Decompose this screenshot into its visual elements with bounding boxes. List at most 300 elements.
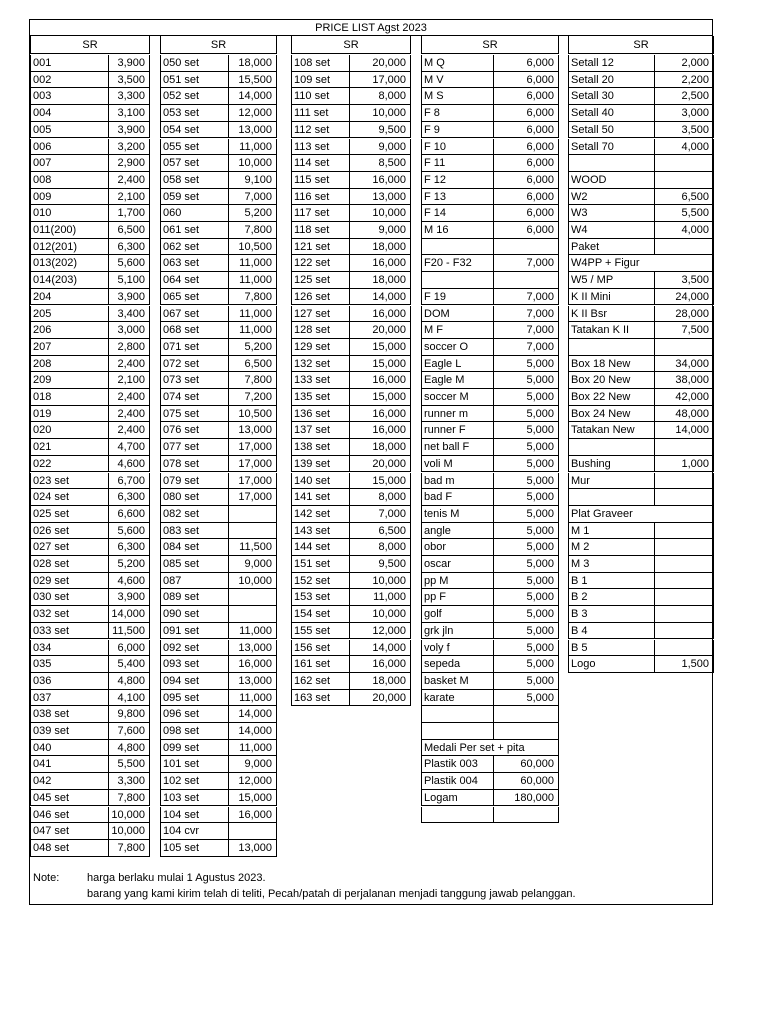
item-price: 10,000 [238,157,272,170]
item-name [422,272,494,288]
item-price: 6,000 [526,57,554,69]
item-name: 013(202) [31,255,109,271]
table-row [568,122,714,139]
table-row [568,172,714,189]
table-row [421,656,559,673]
item-name: 028 set [31,556,109,572]
item-price: 2,400 [117,357,145,370]
item-name: M 16 [422,222,494,238]
item-name: Paket [569,239,655,255]
table-row [30,122,150,139]
item-price: 10,000 [372,107,406,120]
table-row [421,322,559,339]
item-name: F 8 [422,105,494,121]
table-row [568,289,714,306]
table-row [160,422,277,439]
item-price: 8,500 [378,157,406,170]
item-price: 10,000 [111,808,145,821]
table-row [568,473,714,490]
item-name: 063 set [161,255,229,271]
table-row [160,740,277,757]
table-row [291,406,411,423]
item-price: 16,000 [238,658,272,671]
item-name: 133 set [292,372,350,388]
item-price: 16,000 [238,808,272,821]
item-price: 7,600 [117,725,145,737]
item-price: 5,000 [526,424,554,437]
table-row [291,222,411,239]
table-row [568,489,714,506]
item-name: golf [422,606,494,622]
table-row [291,556,411,573]
table-row [568,589,714,606]
item-price [653,489,713,505]
item-name: Box 22 New [569,389,655,405]
table-row [160,656,277,673]
table-row [291,189,411,206]
item-price [653,573,713,589]
table-row [421,122,559,139]
item-price: 20,000 [372,57,406,69]
item-name: 104 cvr [161,823,229,839]
item-price: 7,800 [244,224,272,236]
item-price: 5,000 [526,591,554,604]
item-price: 6,300 [117,541,145,554]
item-name: 128 set [292,322,350,338]
table-row [30,656,150,673]
table-row [568,339,714,356]
table-row [160,155,277,172]
item-name [569,439,655,455]
table-row [421,740,559,757]
table-row [291,339,411,356]
item-name: F 11 [422,155,494,171]
item-price: 5,000 [526,624,554,637]
table-row [160,790,277,807]
table-row [291,456,411,473]
item-price: 6,500 [378,524,406,537]
item-name: 082 set [161,506,229,522]
item-name: 129 set [292,339,350,355]
item-name: B 4 [569,623,655,639]
item-price: 4,700 [117,441,145,454]
table-row [30,289,150,306]
item-name: 077 set [161,439,229,455]
column-header: SR [30,36,150,54]
item-name: pp M [422,573,494,589]
item-price: 7,800 [117,841,145,854]
item-price: 13,000 [238,424,272,437]
item-name: 014(203) [31,272,109,288]
item-name: 091 set [161,623,229,639]
item-name: 042 [31,773,109,789]
table-row [421,606,559,623]
table-row [160,439,277,456]
item-price: 4,100 [117,691,145,704]
item-name: Tatakan K II [569,322,655,338]
item-name: WOOD [569,172,655,188]
item-price [653,155,713,171]
item-price: 6,000 [117,641,145,654]
item-name: 033 set [31,623,109,639]
item-name: Setall 40 [569,105,655,121]
item-price: 5,000 [526,391,554,403]
item-price: 5,000 [526,491,554,504]
table-row [30,640,150,657]
table-row [160,356,277,373]
table-row [421,523,559,540]
table-row [421,573,559,590]
table-row [291,205,411,222]
item-price: 15,000 [372,357,406,370]
table-row [30,790,150,807]
item-price: 5,000 [526,441,554,454]
table-row [30,840,150,857]
item-price [653,339,713,355]
item-name: soccer O [422,339,494,355]
item-price: 6,000 [526,90,554,103]
item-price: 5,000 [526,608,554,621]
item-name: Plastik 004 [422,773,494,789]
table-row [30,389,150,406]
item-price: 10,000 [372,574,406,587]
item-name: 098 set [161,723,229,739]
table-row [421,473,559,490]
item-price: 17,000 [238,441,272,454]
table-row [30,239,150,256]
table-row [160,105,277,122]
item-price: 2,000 [681,57,709,69]
item-price: 9,500 [378,123,406,136]
item-name: 059 set [161,189,229,205]
table-row [568,322,714,339]
column-header: SR [568,36,714,54]
note-line-2: barang yang kami kirim telah di teliti, Pecah/patah di perjalanan menjadi tanggung jawab pelanggan. [87,888,576,900]
item-name: 034 [31,640,109,656]
item-name: angle [422,523,494,539]
item-name: 099 set [161,740,229,756]
item-name: 006 [31,139,109,155]
item-price: 1,000 [681,457,709,470]
item-price: 16,000 [372,658,406,671]
table-row [421,422,559,439]
table-row [291,155,411,172]
item-name: 061 set [161,222,229,238]
item-name: 068 set [161,322,229,338]
table-row [291,640,411,657]
item-name: 206 [31,322,109,338]
item-price: 7,200 [244,391,272,403]
item-name: 116 set [292,189,350,205]
item-price: 180,000 [514,791,554,804]
item-price [653,473,713,489]
table-row [30,139,150,156]
item-name: tenis M [422,506,494,522]
item-name [422,723,494,739]
table-row [568,105,714,122]
table-row [30,255,150,272]
item-name: 135 set [292,389,350,405]
item-price: 10,000 [372,608,406,621]
item-name: 140 set [292,473,350,489]
item-name: 055 set [161,139,229,155]
item-price: 12,000 [238,107,272,120]
table-row [160,205,277,222]
table-row [421,139,559,156]
table-row [30,205,150,222]
table-row [421,556,559,573]
item-name: 095 set [161,690,229,706]
table-row [421,690,559,707]
item-price: 6,000 [526,140,554,153]
item-name: Eagle M [422,372,494,388]
table-row [568,539,714,556]
table-row [568,439,714,456]
item-name: F20 - F32 [422,255,494,271]
item-price: 5,000 [526,691,554,704]
table-row [30,823,150,840]
table-row [568,556,714,573]
item-name: Eagle L [422,356,494,372]
item-price: 7,500 [681,324,709,337]
item-name: 085 set [161,556,229,572]
item-name: W4PP + Figur [571,257,640,270]
item-price: 3,100 [117,107,145,120]
table-row [291,72,411,89]
table-row [421,773,559,790]
table-row [421,673,559,690]
item-name: oscar [422,556,494,572]
item-price [227,506,276,522]
item-name: 012(201) [31,239,109,255]
table-row [421,239,559,256]
item-price: 2,400 [117,407,145,420]
table-row [160,239,277,256]
item-name: voli M [422,456,494,472]
item-name: Plastik 003 [422,756,494,772]
item-name: 156 set [292,640,350,656]
item-name: pp F [422,589,494,605]
item-name: 125 set [292,272,350,288]
item-price [653,523,713,539]
item-name: 054 set [161,122,229,138]
table-row [160,706,277,723]
table-row [160,289,277,306]
item-price: 3,200 [117,140,145,153]
item-price: 3,900 [117,123,145,136]
item-price: 17,000 [238,474,272,487]
item-name: Setall 50 [569,122,655,138]
item-price: 48,000 [675,407,709,420]
item-price: 5,000 [526,641,554,654]
item-price: 5,100 [117,274,145,287]
item-price: 5,000 [526,507,554,520]
table-row [160,55,277,72]
item-name: obor [422,539,494,555]
item-price: 6,000 [526,224,554,236]
table-row [160,255,277,272]
item-price: 9,100 [244,173,272,186]
table-row [30,673,150,690]
item-name: 046 set [31,807,109,823]
table-row [160,222,277,239]
column-header: SR [421,36,559,54]
item-name: B 1 [569,573,655,589]
item-name: 115 set [292,172,350,188]
item-price [653,556,713,572]
item-name: soccer M [422,389,494,405]
item-name: F 10 [422,139,494,155]
item-price: 5,000 [526,474,554,487]
item-price [492,807,558,823]
item-name: 004 [31,105,109,121]
item-price: 2,800 [117,340,145,353]
item-price: 5,500 [681,207,709,220]
item-name: 023 set [31,473,109,489]
item-name: F 12 [422,172,494,188]
table-row [568,239,714,256]
table-row [291,573,411,590]
table-row [160,339,277,356]
table-row [568,656,714,673]
item-name [569,339,655,355]
item-price: 24,000 [675,290,709,303]
item-name: 002 [31,72,109,88]
item-name: 022 [31,456,109,472]
item-price [653,439,713,455]
table-row [30,506,150,523]
item-price [653,623,713,639]
item-name: 084 set [161,539,229,555]
item-name: 096 set [161,706,229,722]
item-price: 10,500 [238,240,272,253]
table-row [421,222,559,239]
table-row [291,105,411,122]
table-row [421,439,559,456]
item-price: 11,000 [239,257,272,270]
table-row [160,473,277,490]
item-name: F 14 [422,205,494,221]
table-row [160,823,277,840]
table-row [568,422,714,439]
item-price: 17,000 [372,73,406,86]
table-row [421,589,559,606]
item-price: 15,000 [238,791,272,804]
item-name: 051 set [161,72,229,88]
item-name: 103 set [161,790,229,806]
item-name: M S [422,88,494,104]
item-price: 3,000 [117,324,145,337]
item-price: 2,100 [117,190,145,203]
table-row [421,189,559,206]
item-price: 16,000 [372,307,406,320]
item-price [492,723,558,739]
item-name: 072 set [161,356,229,372]
table-row [160,723,277,740]
table-row [160,623,277,640]
table-row [291,473,411,490]
item-price: 34,000 [675,357,709,370]
table-row [30,339,150,356]
table-row [421,72,559,89]
table-row [160,406,277,423]
table-row [30,539,150,556]
item-price: 8,000 [378,541,406,554]
item-name [422,239,494,255]
item-price: 2,500 [681,90,709,103]
table-row [30,272,150,289]
item-name: F 13 [422,189,494,205]
item-price: 9,000 [378,224,406,236]
item-price: 6,000 [526,157,554,170]
item-price: 2,900 [117,157,145,170]
table-row [568,72,714,89]
item-price: 7,000 [526,290,554,303]
table-row [421,539,559,556]
item-name: F 19 [422,289,494,305]
item-name: 039 set [31,723,109,739]
table-row [568,88,714,105]
item-price: 3,300 [117,775,145,788]
table-row [160,272,277,289]
item-name: 018 [31,389,109,405]
item-name: 090 set [161,606,229,622]
table-row [568,205,714,222]
item-price: 6,000 [526,73,554,86]
table-row [30,740,150,757]
item-name: 126 set [292,289,350,305]
table-row [421,339,559,356]
item-price: 3,000 [681,107,709,120]
table-row [291,272,411,289]
table-row [568,506,714,523]
table-row [30,189,150,206]
item-name: runner m [422,406,494,422]
item-name: 020 [31,422,109,438]
item-price: 5,000 [526,574,554,587]
item-price [492,239,558,255]
item-name: 109 set [292,72,350,88]
table-row [30,55,150,72]
item-price [653,172,713,188]
item-price: 18,000 [372,441,406,454]
item-name: Setall 12 [569,55,655,71]
item-price: 3,400 [117,307,145,320]
item-price: 11,500 [112,624,145,637]
item-price [653,589,713,605]
item-name: 030 set [31,589,109,605]
table-row [568,406,714,423]
item-name: 040 [31,740,109,756]
item-price: 6,000 [526,190,554,203]
item-name: 108 set [292,55,350,71]
table-row [568,456,714,473]
item-name: 047 set [31,823,109,839]
table-row [160,807,277,824]
item-price: 7,800 [244,374,272,387]
item-price: 9,500 [378,558,406,570]
item-name: M 3 [569,556,655,572]
item-name: 075 set [161,406,229,422]
table-row [160,172,277,189]
table-row [421,706,559,723]
table-row [291,623,411,640]
item-price [653,539,713,555]
table-row [291,322,411,339]
item-name: 110 set [292,88,350,104]
item-price: 10,500 [238,407,272,420]
item-price: 14,000 [238,725,272,737]
